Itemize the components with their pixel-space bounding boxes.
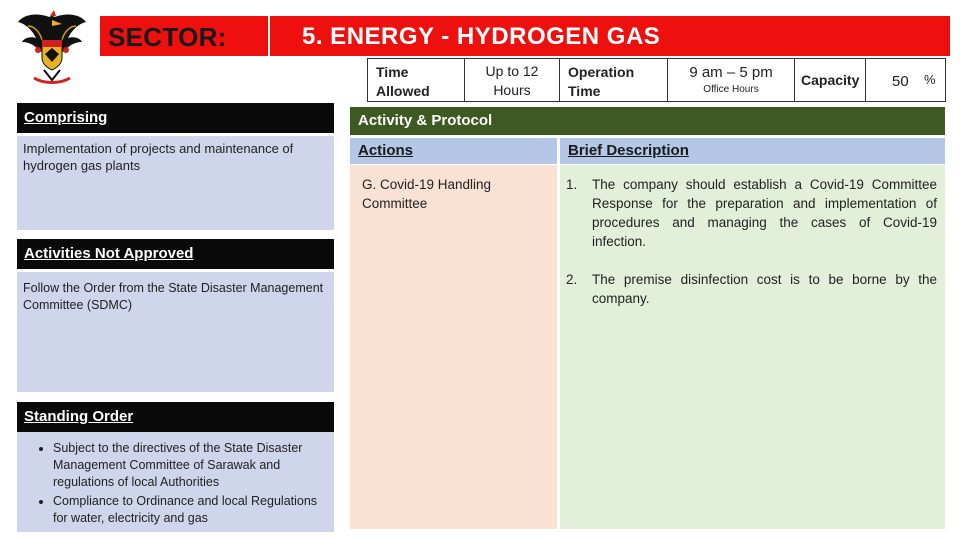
time-allowed-value-cell [464, 58, 560, 102]
operation-time-note: Office Hours [703, 84, 759, 95]
description-number: 1. [566, 177, 578, 192]
description-cell [560, 165, 945, 529]
actions-cell [350, 165, 557, 529]
standing-order-body [17, 432, 334, 532]
sarawak-crest-logo-icon [14, 8, 90, 88]
standing-order-list [23, 440, 328, 527]
standing-order-item: • Compliance to Ordinance and local Regulations for water, electricity and gas [53, 493, 328, 527]
time-allowed-label-cell [367, 58, 465, 102]
operation-time-value: 9 am – 5 pm [689, 64, 773, 81]
capacity-unit: % [924, 72, 936, 87]
action-item: G. Covid-19 Handling Committee [362, 177, 492, 211]
actions-column-header: Actions [350, 138, 557, 164]
time-allowed-label: Time Allowed [376, 64, 430, 99]
activities-not-approved-text: Follow the Order from the State Disaster Management Committee (SDMC) [23, 281, 324, 312]
operation-time-value-cell [667, 58, 795, 102]
comprising-header: Comprising [17, 103, 334, 133]
sector-title: 5. ENERGY - HYDROGEN GAS [302, 23, 661, 50]
banner-divider [268, 16, 270, 56]
comprising-text: Implementation of projects and maintenance of hydrogen gas plants [23, 141, 294, 173]
description-text: The premise disinfection cost is to be borne by the company. [592, 272, 937, 306]
standing-order-header: Standing Order [17, 402, 334, 432]
operation-time-label-cell [559, 58, 668, 102]
activities-not-approved-body [17, 272, 334, 392]
activities-not-approved-header: Activities Not Approved [17, 239, 334, 269]
activity-protocol-header: Activity & Protocol [350, 107, 945, 135]
time-allowed-value: Up to 12 Hours [485, 63, 539, 98]
sector-label: SECTOR: [108, 22, 227, 52]
brief-description-column-header: Brief Description [560, 138, 945, 164]
capacity-value-cell [865, 58, 946, 102]
description-number: 2. [566, 272, 578, 287]
description-text: The company should establish a Covid-19 Committee Response for the preparation and implementation of procedures and managing the cases of Covid-19 infection. [592, 177, 937, 249]
operation-time-label: Operation Time [568, 64, 635, 99]
capacity-value: 50 [892, 73, 909, 90]
capacity-label-cell [794, 58, 866, 102]
comprising-body [17, 136, 334, 230]
standing-order-item: • Subject to the directives of the State Disaster Management Committee of Sarawak and regulations of local Authorities [53, 440, 328, 491]
description-item [566, 175, 937, 251]
description-item [566, 270, 937, 308]
capacity-label: Capacity [801, 72, 860, 88]
